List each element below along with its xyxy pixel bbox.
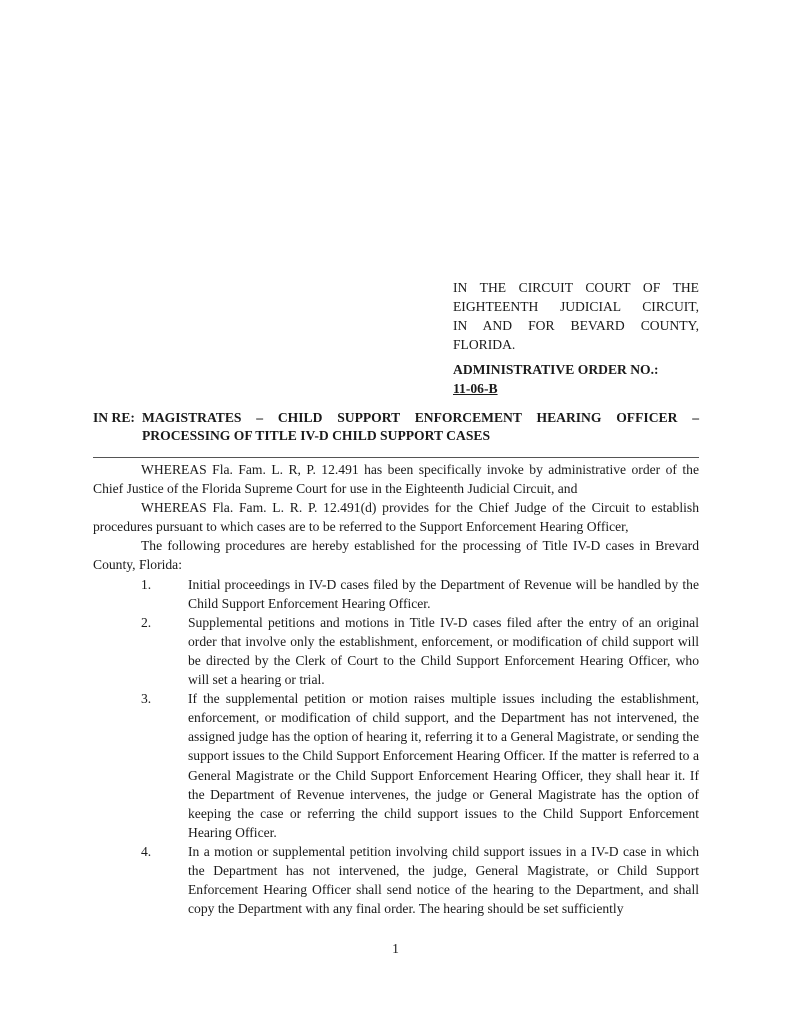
caption-line: EIGHTEENTH JUDICIAL CIRCUIT,	[453, 299, 699, 314]
caption-line: IN THE CIRCUIT COURT OF THE	[453, 280, 699, 295]
in-re-label: IN RE:	[93, 410, 135, 425]
order-title: ADMINISTRATIVE ORDER NO.:	[453, 362, 659, 377]
court-caption	[453, 278, 699, 354]
procedure-item	[93, 575, 699, 613]
caption-line: IN AND FOR BEVARD COUNTY,	[453, 318, 699, 333]
in-re-subject-line-2: PROCESSING OF TITLE IV-D CHILD SUPPORT CASES	[142, 428, 491, 443]
procedure-item-number: 1.	[141, 576, 152, 592]
procedure-item-number: 2.	[141, 614, 152, 630]
procedure-item-text: Initial proceedings in IV-D cases filed by the Department of Revenue will be handled by the Child Support Enforcement Hearing Officer.	[188, 576, 699, 611]
in-re-heading	[93, 409, 699, 445]
whereas-paragraph: WHEREAS Fla. Fam. L. R. P. 12.491(d) provides for the Chief Judge of the Circuit to establish procedures pursuant to which cases are to be referred to the Support Enforcement Hearing Officer,	[93, 500, 699, 535]
procedure-item-text: Supplemental petitions and motions in Title IV-D cases filed after the entry of an original order that involve only the establishment, enforcement, or modification of child support will be directed by the Clerk of Court to the Child Support Enforcement Hearing Officer, who will set a hearing or trial.	[188, 614, 699, 688]
procedure-item	[93, 689, 699, 842]
page-number: 1	[392, 941, 399, 956]
whereas-paragraph: WHEREAS Fla. Fam. L. R, P. 12.491 has been specifically invoke by administrative order of the Chief Justice of the Florida Supreme Court for use in the Eighteenth Judicial Circuit, and	[93, 462, 699, 497]
procedure-item-number: 4.	[141, 843, 152, 859]
order-body	[93, 460, 699, 918]
procedure-item-text: If the supplemental petition or motion raises multiple issues including the establishment, enforcement, or modification of child support, and the Department has not intervened, the assigned judge has the option of hearing it, referring it to a General Magistrate, or sending the support issues to the Child Support Enforcement Hearing Officer. If the matter is referred to a General Magistrate or the Child Support Enforcement Hearing Officer, they shall hear it. If the Department of Revenue intervenes, the judge or General Magistrate has the option of keeping the case or referring the child support issues to the Child Support Enforcement Hearing Officer.	[188, 691, 699, 840]
caption-line: FLORIDA.	[453, 337, 516, 352]
procedure-item-number: 3.	[141, 691, 152, 707]
in-re-subject-line-1: MAGISTRATES – CHILD SUPPORT ENFORCEMENT HEARING OFFICER –	[142, 410, 699, 425]
procedures-intro-paragraph: The following procedures are hereby established for the processing of Title IV-D cases in Brevard County, Florida:	[93, 538, 699, 573]
horizontal-divider	[93, 457, 699, 458]
procedure-item-text: In a motion or supplemental petition involving child support issues in a IV-D case in which the Department has not intervened, the judge, General Magistrate, or Child Support Enforcement Hearing Officer shall send notice of the hearing to the Department, and shall copy the Department with any final order. The hearing should be set sufficiently	[188, 843, 699, 917]
order-number: 11-06-B	[453, 381, 498, 396]
administrative-order-heading	[453, 360, 699, 398]
procedure-item	[93, 613, 699, 689]
procedure-item	[93, 842, 699, 918]
